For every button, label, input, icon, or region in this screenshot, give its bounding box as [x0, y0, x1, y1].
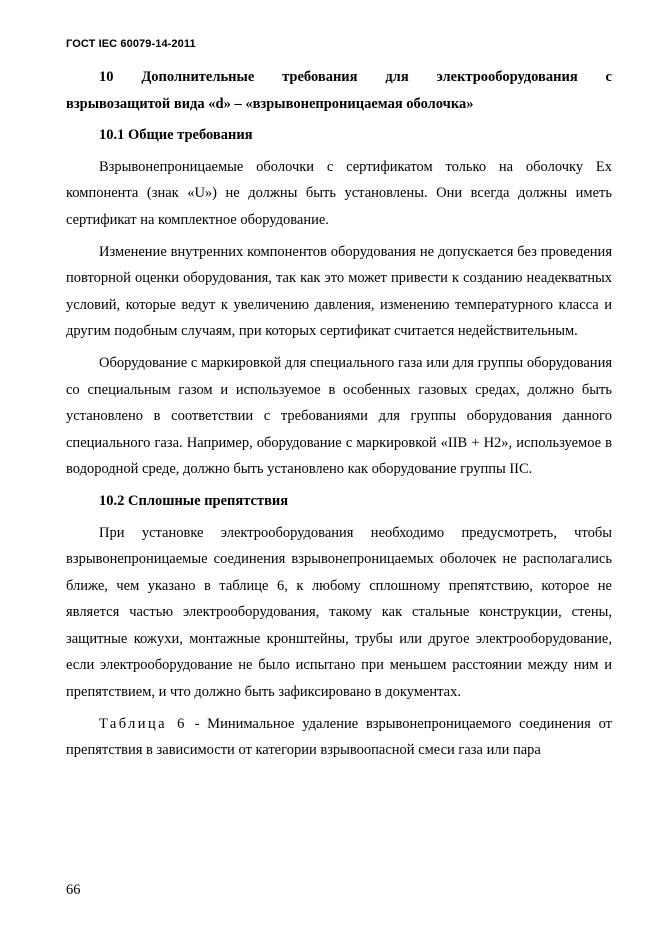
section-10-1-title: 10.1 Общие требования — [99, 127, 253, 144]
table-6-caption-text: - Минимальное удаление взрывонепроницаемого соединения от препятствия в зависимости от категории взрывоопасной смеси газа или пара — [66, 715, 612, 759]
table-6-caption-lead: Таблица 6 — [99, 715, 187, 732]
section-10-word: для — [385, 69, 409, 85]
paragraph: При установке электрооборудования необходимо предусмотреть, чтобы взрывонепроницаемые соединения взрывонепроницаемых оболочек не располагались ближе, чем указано в таблице 6, к любому сплошному препятствию, которое не является частью электрооборудования, такому как стальные конструкции, стены, защитные кожухи, монтажные кронштейны, трубы или другое электрооборудование, если электрооборудование не было испытано при меньшем расстоянии между ним и препятствием, и что должно быть зафиксировано в документах. — [66, 524, 612, 701]
table-6-caption — [66, 711, 612, 764]
section-10-heading-line1 — [66, 64, 612, 91]
section-10-heading-line2: взрывозащитой вида «d» – «взрывонепроницаемая оболочка» — [66, 95, 474, 112]
section-10-word: электрооборудования — [436, 69, 578, 85]
section-10-heading — [66, 64, 612, 117]
paragraph: Оборудование с маркировкой для специального газа или для группы оборудования со специальным газом и используемое в особенных газовых средах, должно быть установлено в соответствии с требованиями для группы оборудования данного специального газа. Например, оборудование с маркировкой «IIB + H2», используемое в водородной среде, должно быть установлено как оборудование группы IIC. — [66, 354, 612, 478]
document-header: ГОСТ IEC 60079-14-2011 — [66, 38, 196, 50]
section-10-2-title: 10.2 Сплошные препятствия — [99, 492, 289, 509]
page-number: 66 — [66, 882, 81, 898]
section-10-word: Дополнительные — [141, 69, 255, 85]
page-body — [66, 64, 612, 764]
paragraph: Взрывонепроницаемые оболочки с сертификатом только на оболочку Ex компонента (знак «U») не должны быть установлены. Они всегда должны иметь сертификат на комплектное оборудование. — [66, 158, 612, 228]
section-10-word: с — [605, 69, 612, 85]
section-10-number: 10 — [99, 69, 114, 85]
section-10-word: требования — [282, 69, 358, 85]
paragraph: Изменение внутренних компонентов оборудования не допускается без проведения повторной оценки оборудования, так как это может привести к созданию неадекватных условий, которые ведут к увеличению давления, изменению температурного класса и другим подобным случаям, при которых сертификат считается недействительным. — [66, 243, 612, 340]
